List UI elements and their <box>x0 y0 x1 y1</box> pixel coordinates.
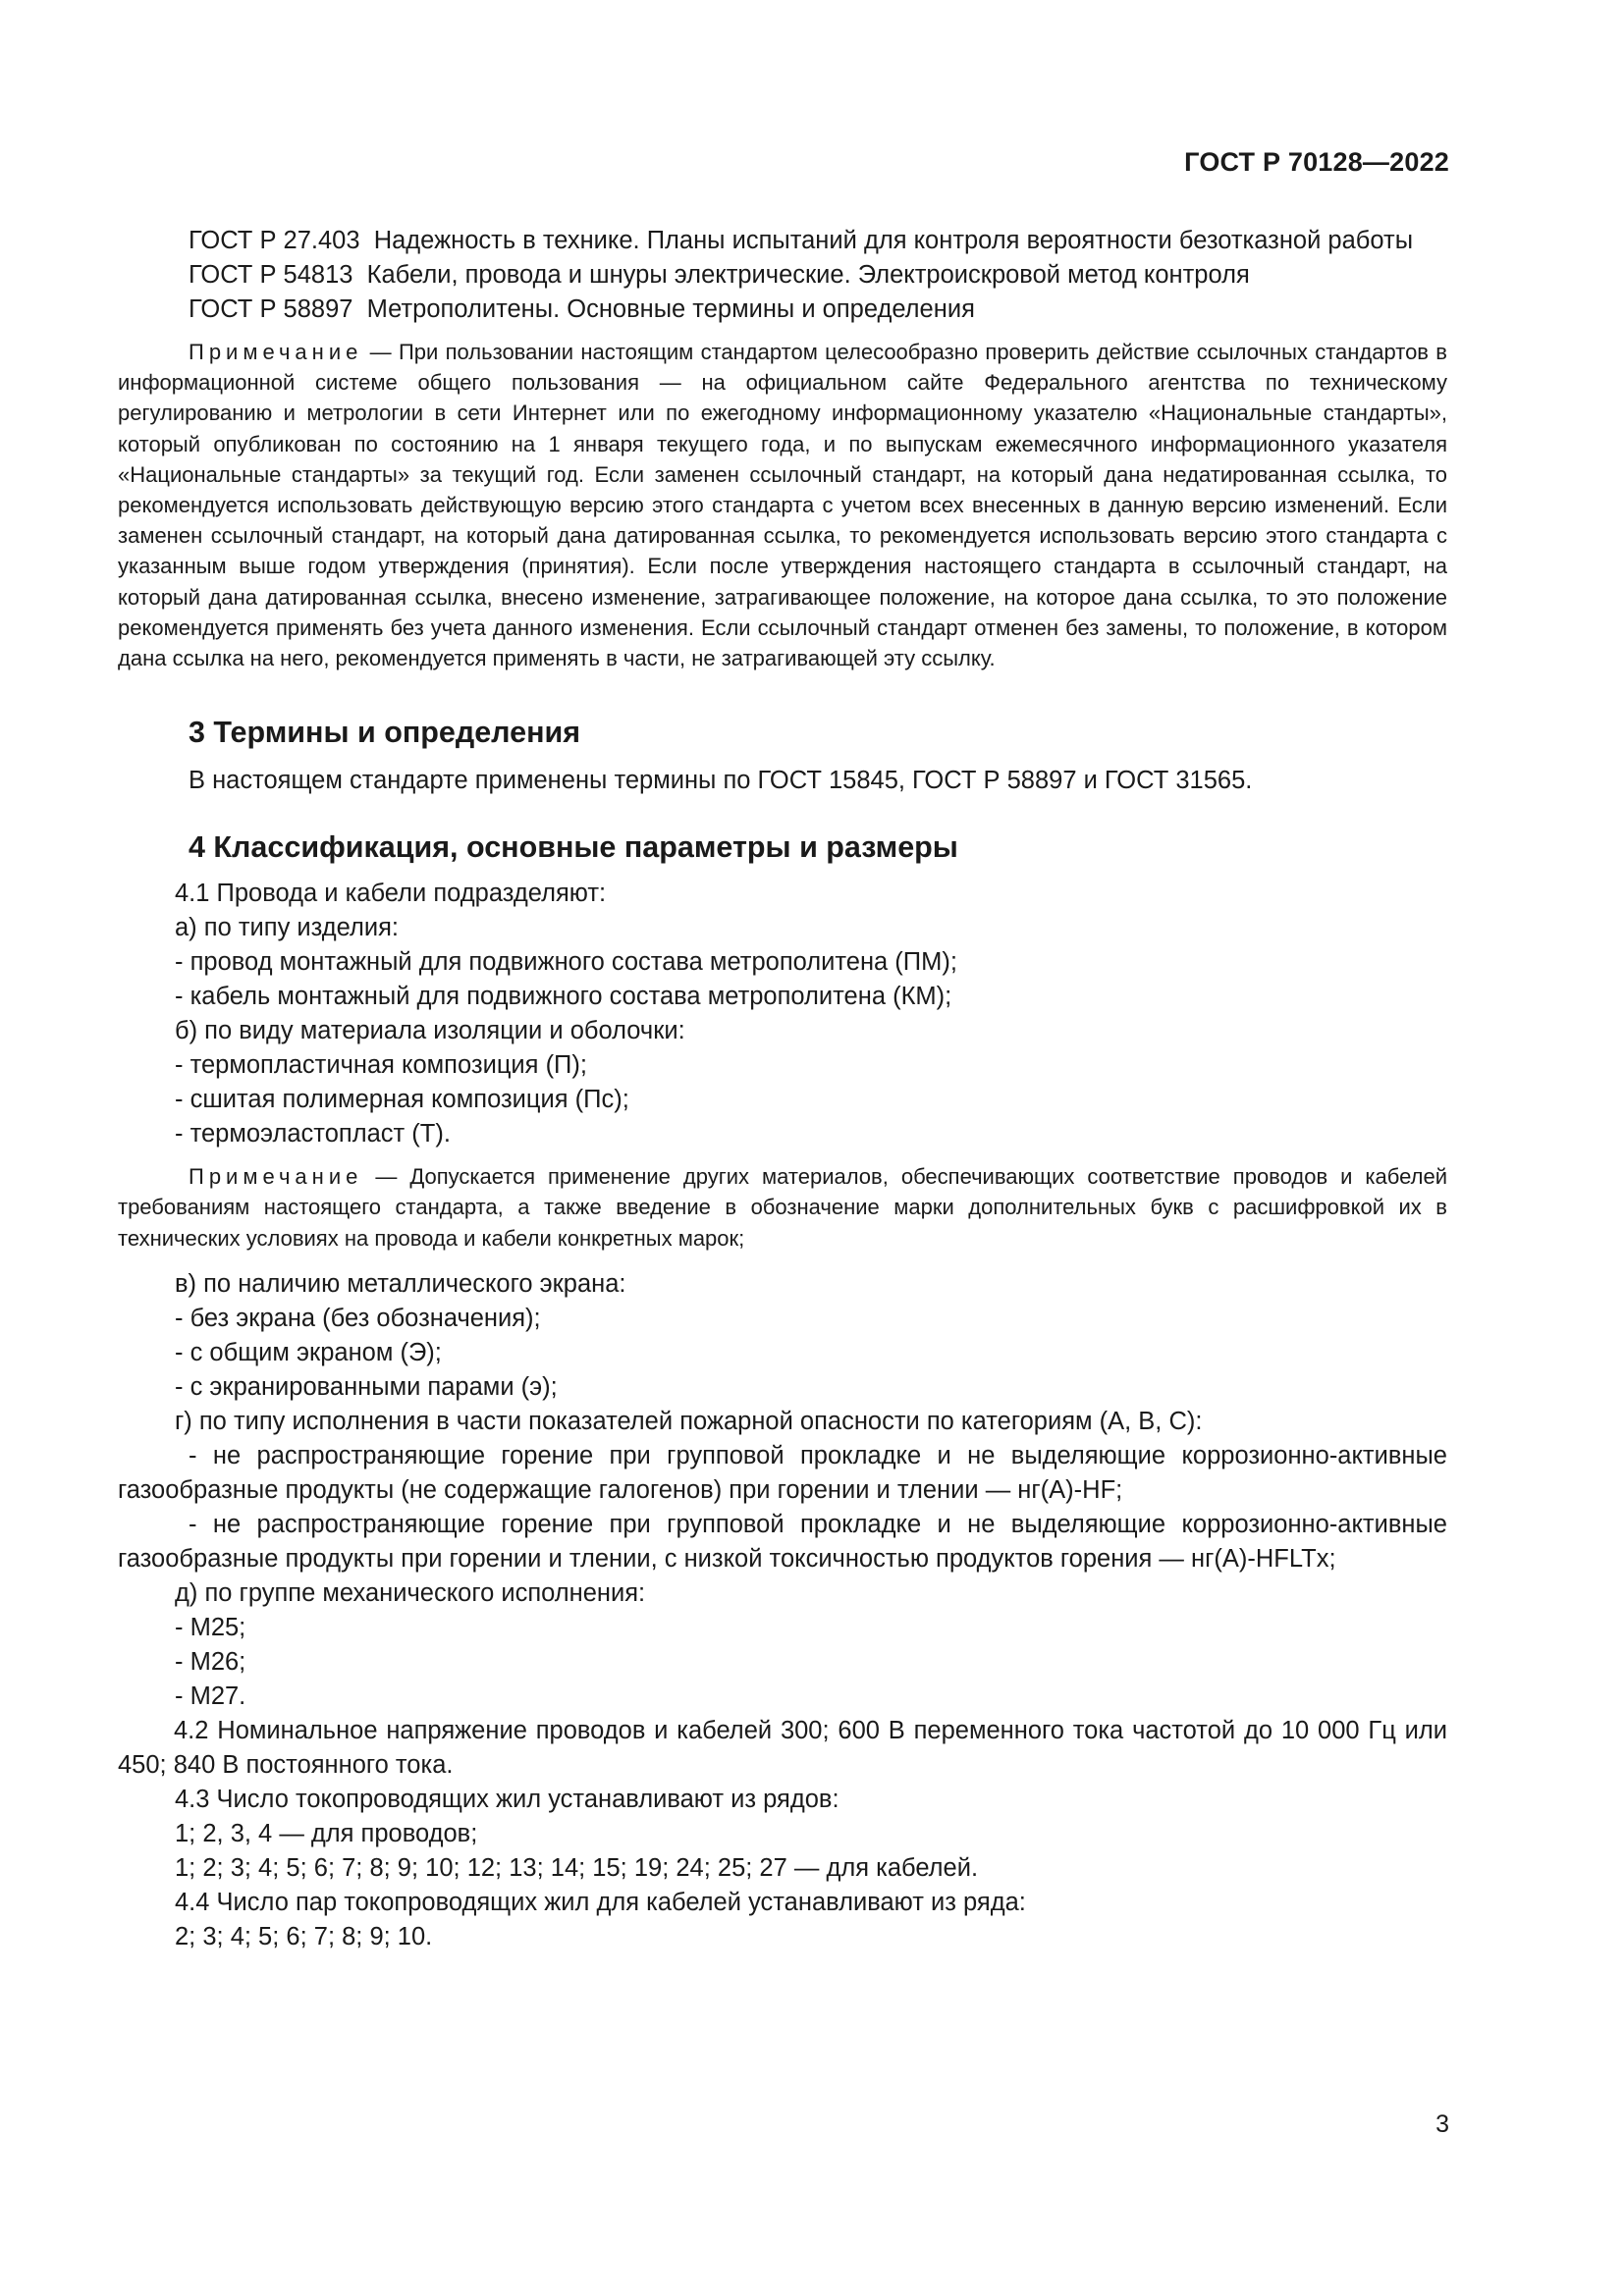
list-item: - не распространяющие горение при групповой прокладке и не выделяющие коррозионно-активные газообразные продукты (не содержащие галогенов) при горении и тлении — нг(А)-HF; <box>118 1441 1447 1504</box>
list-item: - провод монтажный для подвижного состава метрополитена (ПМ); <box>175 948 957 977</box>
list-heading: б) по виду материала изоляции и оболочки: <box>175 1017 685 1045</box>
list-heading: в) по наличию металлического экрана: <box>175 1269 626 1298</box>
note-label: Примечание <box>189 1164 363 1190</box>
section-heading: 4 Классификация, основные параметры и размеры <box>189 830 958 865</box>
clause-value: 2; 3; 4; 5; 6; 7; 8; 9; 10. <box>175 1922 433 1950</box>
clause-paragraph: 4.2 Номинальное напряжение проводов и кабелей 300; 600 В переменного тока частотой до 10 000 Гц или 450; 840 В постоянного тока. <box>118 1716 1447 1779</box>
list-item: - термопластичная композиция (П); <box>175 1051 587 1080</box>
reference-title: Кабели, провода и шнуры электрические. Электроискровой метод контроля <box>366 261 1250 289</box>
reference-title: Надежность в технике. Планы испытаний для контроля вероятности безотказной работы <box>373 227 1414 254</box>
list-item: - без экрана (без обозначения); <box>175 1304 541 1332</box>
reference-item <box>118 293 1447 327</box>
note-materials <box>118 1161 1447 1254</box>
document-body <box>118 224 1447 1954</box>
clause-paragraph: 4.1 Провода и кабели подразделяют: <box>175 880 607 908</box>
list-item: - с общим экраном (Э); <box>175 1338 442 1366</box>
list-item: - с экранированными парами (э); <box>175 1372 558 1401</box>
clause-paragraph: 4.3 Число токопроводящих жил устанавливают из рядов: <box>175 1785 839 1813</box>
document-header: ГОСТ Р 70128—2022 <box>1184 147 1449 177</box>
list-item: - М25; <box>175 1613 246 1641</box>
list-item: - термоэластопласт (Т). <box>175 1120 451 1148</box>
list-item: - сшитая полимерная композиция (Пс); <box>175 1086 629 1114</box>
page-number: 3 <box>1435 2110 1449 2138</box>
note-text: — При пользовании настоящим стандартом целесообразно проверить действие ссылочных стандартов в информационной системе общего пользования — на официальном сайте Федерального агентства по техническому регулированию и метрологии в сети Интернет или по ежегодному информационному указателю «Национальные стандарты», который опубликован по состоянию на 1 января текущего года, и по выпускам ежемесячного информационного указателя «Национальные стандарты» за текущий год. Если заменен ссылочный стандарт, на который дана недатированная ссылка, то рекомендуется использовать действующую версию этого стандарта с учетом всех внесенных в данную версию изменений. Если заменен ссылочный стандарт, на который дана датированная ссылка, то рекомендуется использовать версию этого стандарта с указанным выше годом утверждения (принятия). Если после утверждения настоящего стандарта в ссылочный стандарт, на который дана датированная ссылка, внесено изменение, затрагивающее положение, на которое дана ссылка, то это положение рекомендуется применять без учета данного изменения. Если ссылочный стандарт отменен без замены, то положение, в котором дана ссылка на него, рекомендуется применять в части, не затрагивающей эту ссылку. <box>118 340 1447 671</box>
list-heading: г) по типу исполнения в части показателей пожарной опасности по категориям (А, В, С): <box>175 1407 1203 1435</box>
reference-code: ГОСТ Р 54813 <box>189 261 353 289</box>
note-label: Примечание <box>189 340 363 364</box>
list-item: - кабель монтажный для подвижного состава метрополитена (КМ); <box>175 983 952 1011</box>
list-item: - М27. <box>175 1682 246 1710</box>
clause-value: 1; 2, 3, 4 — для проводов; <box>175 1819 478 1847</box>
note-text: — Допускается применение других материалов, обеспечивающих соответствие проводов и кабелей требованиям настоящего стандарта, а также введение в обозначение марки дополнительных букв с расшифровкой их в технических условиях на провода и кабели конкретных марок; <box>118 1164 1447 1251</box>
list-item: - М26; <box>175 1647 246 1676</box>
section-heading: 3 Термины и определения <box>189 716 581 750</box>
list-item: - не распространяющие горение при групповой прокладке и не выделяющие коррозионно-активные газообразные продукты при горении и тлении, с низкой токсичностью продуктов горения — нг(А)-HFLTx; <box>118 1510 1447 1573</box>
reference-title: Метрополитены. Основные термины и определения <box>366 295 975 323</box>
clause-value: 1; 2; 3; 4; 5; 6; 7; 8; 9; 10; 12; 13; 14; 15; 19; 24; 25; 27 — для кабелей. <box>175 1853 979 1882</box>
section-paragraph: В настоящем стандарте применены термины по ГОСТ 15845, ГОСТ Р 58897 и ГОСТ 31565. <box>189 767 1253 795</box>
list-heading: а) по типу изделия: <box>175 914 400 942</box>
list-heading: д) по группе механического исполнения: <box>175 1578 646 1607</box>
reference-item <box>118 224 1447 258</box>
reference-item <box>118 258 1447 293</box>
reference-code: ГОСТ Р 27.403 <box>189 227 360 254</box>
reference-code: ГОСТ Р 58897 <box>189 295 353 323</box>
clause-paragraph: 4.4 Число пар токопроводящих жил для кабелей устанавливают из ряда: <box>175 1888 1026 1916</box>
note-references <box>118 337 1447 673</box>
